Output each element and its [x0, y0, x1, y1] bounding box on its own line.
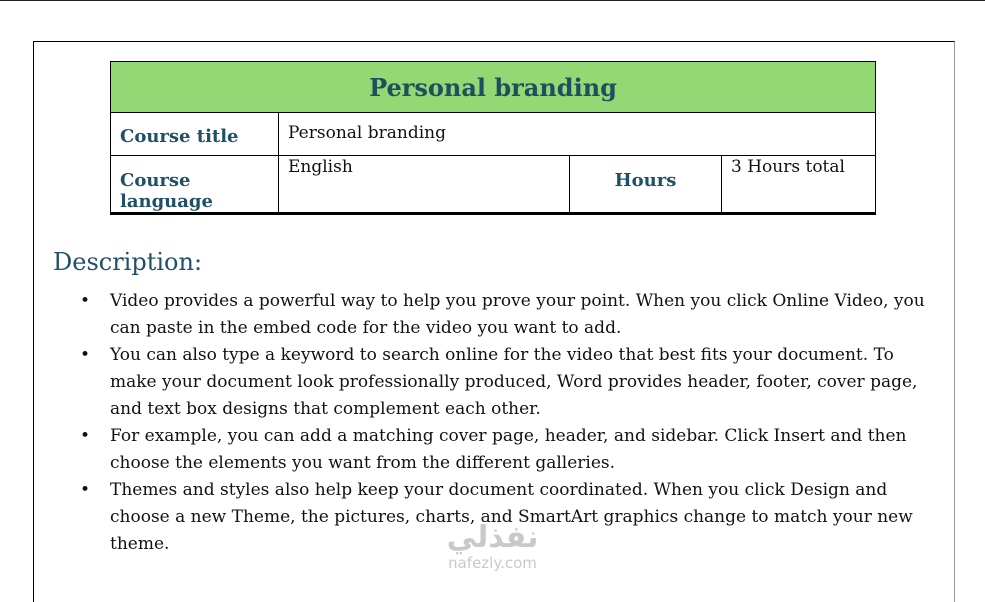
course-language-value-cell: [279, 156, 570, 214]
bullet-icon: •: [80, 480, 91, 500]
description-bullet-item: [80, 423, 945, 477]
course-language-label: Course language: [120, 170, 213, 212]
bullet-icon: •: [80, 345, 91, 365]
description-list: [80, 288, 945, 558]
description-bullet-text: Themes and styles also help keep your document coordinated. When you click Design and choose a new Theme, the pictures, charts, and SmartArt graphics change to match your new theme.: [110, 480, 913, 554]
description-bullet-text: Video provides a powerful way to help you prove your point. When you click Online Video, you can paste in the embed code for the video you want to add.: [110, 291, 925, 338]
watermark-logo: نفذلي: [446, 520, 539, 555]
hours-value-cell: [722, 156, 876, 214]
hours-label: Hours: [614, 170, 677, 191]
description-bullet-item: [80, 288, 945, 342]
hours-value: 3 Hours total: [731, 157, 845, 177]
course-title-value-cell: [279, 113, 876, 156]
bullet-icon: •: [80, 291, 91, 311]
description-bullet-text: For example, you can add a matching cover page, header, and sidebar. Click Insert and then choose the elements you want from the different galleries.: [110, 426, 907, 473]
course-language-label-cell: [111, 156, 279, 214]
top-border-line: [0, 0, 985, 1]
bullet-icon: •: [80, 426, 91, 446]
description-heading: Description:: [53, 248, 203, 276]
course-title-label: Course title: [120, 126, 239, 147]
watermark-site: nafezly.com: [448, 554, 537, 572]
course-info-table: [110, 61, 876, 215]
course-table-title: Personal branding: [111, 62, 876, 113]
course-title-label-cell: [111, 113, 279, 156]
description-bullet-item: [80, 342, 945, 423]
course-title-value: Personal branding: [288, 123, 446, 143]
course-language-value: English: [288, 157, 353, 177]
hours-label-cell: [570, 156, 722, 214]
nafezly-watermark: [425, 522, 560, 572]
description-bullet-text: You can also type a keyword to search online for the video that best fits your document. To make your document look professionally produced, Word provides header, footer, cover page, and text box designs that complement each other.: [110, 345, 918, 419]
